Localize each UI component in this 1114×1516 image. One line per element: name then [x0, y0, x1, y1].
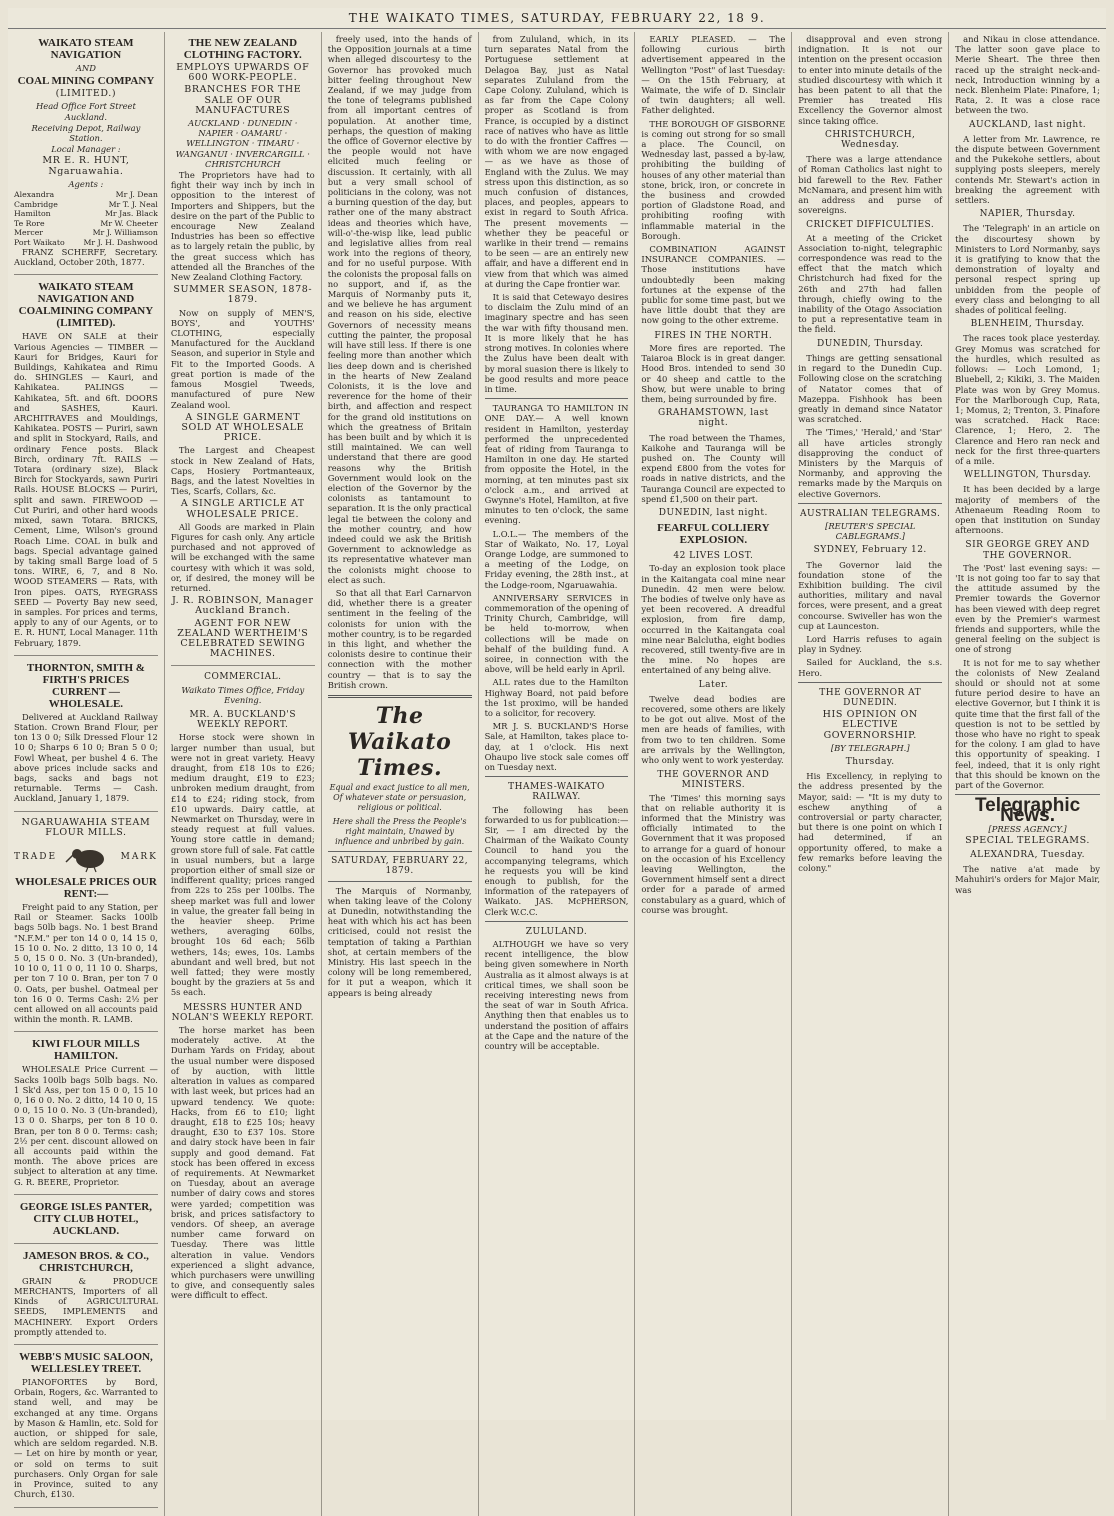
dateline: Thursday.	[845, 757, 895, 767]
dateline: BLENHEIM, Thursday.	[970, 319, 1085, 330]
column-5	[635, 32, 792, 1516]
ad-title: WAIKATO STEAM NAVIGATION	[38, 37, 134, 61]
agent-row	[14, 190, 158, 200]
colliery-heading: FEARFUL COLLIERY EXPLOSION.	[657, 522, 770, 547]
article-body: More fires are reported. The Taiaroa Block is in great danger. Hood Bros. intended to send 30 or 40 sheep and cattle to the Show, but were unable to bring them, being surrounded by fire.	[641, 342, 786, 404]
later-label: Later.	[698, 679, 729, 690]
office-line: Waikato Times Office, Friday Evening.	[181, 684, 305, 705]
divider	[328, 851, 472, 852]
agent-town: Port Waikato	[14, 237, 65, 247]
article-body: It has been decided by a large majority of members of the Athenaeum Reading Room to open that institution on Sunday afternoons.	[955, 484, 1100, 536]
leading-article: The Marquis of Normanby, when taking leave of the Colony at Dunedin, notwithstanding the heat with which his act has been criticised, could not resist the temptation of taking a Parthian shot, at certain members of the Ministry. His last speech in the colony will be long remembered, for it put a weapon, which it appears is being already	[327, 885, 472, 998]
agent-person: Mr J. Williamson	[92, 228, 158, 238]
article-body: At a meeting of the Cricket Association to-night, telegraphic correspondence was read to the effect that the match which Christchurch had fixed for the 26th and 27th had fallen through, chiefly owing to the inability of the Otago Association to put a representative team in the field.	[798, 232, 943, 335]
receiving-depot: Receiving Depot, Railway Station.	[31, 122, 141, 144]
column-4	[479, 32, 636, 1516]
article-body: The races took place yesterday. Grey Momus was scratched for the hurdles, which resulted as follows: — Loch Lomond, 1; Bluebell, 2; Kikiki, 3. The Maiden Plate was won by Grey Momus. For the Marlborough Cup, Rata, 1; Momus, 2; Trenton, 3. Pinafore was scratched. Hack Race: Clarence, 1; Hero, 2. The Clarence and Hero ran neck and neck for the first three-quarters of a mile.	[955, 333, 1100, 466]
dateline: GRAHAMSTOWN, last night.	[657, 408, 769, 429]
article-body: There was a large attendance of Roman Catholics last night to bid farewell to the Rev. Father McNamara, and present him with an address and purse of sovereigns.	[798, 154, 943, 216]
ad-title: NGARUAWAHIA STEAM FLOUR MILLS.	[21, 816, 151, 838]
local-item: EARLY PLEASED. — The following curious birth advertisement appeared in the Wellington "Post" of last Tuesday: — On the 15th February, at Waimate, the wife of D. Sinclair of twin daughters; all well. Father delighted.	[641, 34, 786, 116]
ad-body: Freight paid to any Station, per Rail or Steamer. Sacks 100lb bags 50lb bags. No. 1 best Brand "N.F.M." per ton 14 0 0, 14 15 0, 15 10 0. No. 2 ditto, 13 10 0, 14 5 0, 15 0 0. No. 3 (Un-branded), 10 10 0, 11 0 0, 11 10 0. Sharps, per ton 7 10 0. Bran, per ton 7 0 0. Oats, per bushel. Oatmeal per ton 16 0 0. Terms Cash: 2½ per cent allowed on all accounts paid within the month. R. LAMB.	[14, 901, 158, 1025]
agent-person: Mr J. Dean	[115, 190, 158, 200]
ad-and: AND	[75, 63, 96, 73]
ad-body: Delivered at Auckland Railway Station. Crown Brand Flour, per ton 13 0 0; Silk Dressed Flour 12 10 0; Sharps 6 10 0; Bran 5 0 0; Fowl Wheat, per bushel 4 6. The above prices include sacks and bags, sacks and bags not returnable. Terms — Cash. Auckland, January 1, 1879.	[14, 711, 158, 804]
ngaruawahia-mills-ad	[14, 818, 158, 1033]
article-body: Lord Harris refuses to again play in Sydney.	[798, 633, 943, 655]
mark-word: MARK	[120, 851, 158, 862]
ad-body: The Proprietors have had to fight their way inch by inch in opposition to the interest of Importers and Shippers, but the desire on the part of the Public to encourage New Zealand Industries has been so effective as to largely retain the public, by the great success which has attended all the Branches of the New Zealand Clothing Factory.	[170, 170, 315, 283]
column-1	[8, 32, 165, 1516]
manager-line: J. R. ROBINSON, Manager Auckland Branch.	[171, 595, 314, 617]
ad-title: KIWI FLOUR MILLS HAMILTON.	[32, 1038, 140, 1063]
special-telegrams-label: SPECIAL TELEGRAMS.	[965, 834, 1091, 846]
limited-label: (LIMITED.)	[55, 88, 117, 100]
columns	[8, 32, 1106, 1500]
manager-name: MR E. R. HUNT, Ngaruawahia.	[42, 155, 130, 177]
ad-body: The Largest and Cheapest stock in New Zealand of Hats, Caps, Hosiery Portmanteaux, Bags, and the latest Novelties in Ties, Scarfs, Collars, &c.	[170, 445, 315, 497]
dateline: SYDNEY, February 12.	[813, 545, 927, 556]
column-2	[165, 32, 322, 1516]
ad-title: WHOLESALE PRICES OUR RENT:—	[15, 875, 157, 900]
branches-line: BRANCHES FOR THE SALE OF OUR MANUFACTURES	[184, 84, 302, 116]
article-body: Things are getting sensational in regard to the Dunedin Cup. Following close on the scratching of Natator comes that of Mazeppa. Fishhook has been greatly in demand since Natator was scratched.	[798, 352, 943, 425]
agent-row	[14, 219, 158, 229]
divider	[328, 695, 472, 698]
column-7	[949, 32, 1106, 1516]
agent-row	[14, 200, 158, 210]
column-6	[792, 32, 949, 1516]
thornton-ad	[14, 662, 158, 812]
dateline: DUNEDIN, Thursday.	[816, 338, 924, 349]
opinion-subheading: HIS OPINION ON ELECTIVE GOVERNORSHIP.	[822, 709, 918, 741]
dateline: AUCKLAND, last night.	[968, 119, 1087, 130]
article-body: disapproval and even strong indignation. It is not our intention on the present occasion to enter into minute details of the studied discourtesy with which it has been patent to all that the Premier has treated His Excellency the Governor almost since taking office.	[798, 34, 943, 126]
article-body: The 'Telegraph' in an article on the discourtesy shown by Ministers to Lord Normanby, says it is gratifying to know that the demonstration of loyalty and personal respect spring up unbidden from the people of every class and belonging to all shades of political feeling.	[955, 223, 1100, 316]
agent-row	[14, 209, 158, 219]
article-body: Horse stock were shown in larger number than usual, but were not in great variety. Heavy draught, from £18 10s to £26; medium draught, £19 to £23; unbroken medium draught, from £14 to £24; riding stock, from £10 upwards. Dairy cattle, at Newmarket on Thursday, were in steady request at full values. Young store cattle in demand; grown store full of sale. Fat cattle in usual numbers, but a large proportion either of small size or indifferent quality; prices ranged from 22s to 25s per 100lbs. The sheep market was full and lower in value, the greater fall being in the heavier sheep. Prime wethers, averaging 60lbs, brought 10s 6d each; 56lb wethers, 14s; ewes, 10s. Lambs abundant and well bred, but not well fatted; they were mostly bought by the graziers at 5s and 5s each.	[170, 732, 315, 998]
jameson-ad	[14, 1250, 158, 1345]
ad-title: JAMESON BROS. & CO., CHRISTCHURCH,	[22, 1249, 149, 1274]
divider	[485, 776, 629, 777]
agent-town: Hamilton	[14, 209, 51, 219]
agent-line: AGENT FOR NEW ZEALAND WERTHEIM'S CELEBRATED SEWING MACHINES.	[177, 617, 309, 660]
agent-person: Mr T. J. Neal	[108, 199, 158, 209]
ad-body: GRAIN & PRODUCE MERCHANTS, Importers of all Kinds of AGRICULTURAL SEEDS, IMPLEMENTS and MACHINERY. Export Orders promptly attended to.	[14, 1275, 158, 1337]
motto: Equal and exact justice to all men, Of whatever state or persuasion, religious or political.	[329, 783, 470, 813]
telegraphic-news-heading: Telegraphic News.	[974, 795, 1081, 827]
newspaper-title: The Waikato Times.	[348, 703, 452, 781]
agent-person: Mr J. H. Dashwood	[83, 237, 158, 247]
city-club-hotel-ad	[14, 1201, 158, 1244]
ad-body: All Goods are marked in Plain Figures for cash only. Any article purchased and not approved of will be exchanged with the same courtesy with which it was sold, or, if desired, the money will be returned.	[170, 521, 315, 593]
local-item: TAURANGA TO HAMILTON IN ONE DAY.— A well known resident in Hamilton, yesterday performed the unprecedented feat of riding from Tauranga to Hamilton in one day. He started from opposite the Hotel, in the morning, at ten minutes past six o'clock a.m., and arrived at Gwynne's Hotel, Hamilton, at five minutes to ten o'clock, the same evening.	[484, 403, 629, 526]
local-item: COMBINATION AGAINST INSURANCE COMPANIES. — Those institutions have undoubtedly been making fortunes at the expense of the public for some time past, but we have little doubt that they are now going to the other extreme.	[641, 244, 786, 326]
agent-row	[14, 228, 158, 238]
ad-title: GEORGE ISLES PANTER, CITY CLUB HOTEL, AUCKLAND.	[19, 1200, 152, 1237]
issue-date: SATURDAY, FEBRUARY 22, 1879.	[331, 856, 469, 877]
agent-town: Mercer	[14, 228, 44, 238]
ad-body: PIANOFORTES by Bord, Orbain, Rogers, &c. Warranted to stand well, and may be exchanged at any time. Organs by Mason & Hamlin, etc. Sold for auction, or shipped for sale, which are seldom regarded. N.B. — Let on hire by month or year, or sold on terms to suit purchasers. Only Organ for sale in Province, suited to any Church, £130.	[14, 1377, 158, 1500]
fires-heading: FIRES IN THE NORTH.	[654, 330, 773, 341]
single-garment: A SINGLE GARMENT SOLD AT WHOLESALE PRICE.	[181, 411, 305, 444]
kiwi-bird-icon	[66, 842, 112, 872]
dateline: NAPIER, Thursday.	[979, 209, 1076, 220]
reuter-label: [REUTER'S SPECIAL CABLEGRAMS.]	[825, 520, 916, 542]
article-body: It is said that Cetewayo desires to disclaim the Zulu mind of an imaginary spectre and has seen the war with fifty thousand men. It is more likely that he has strong motives. In colonies where the Zulus have been dealt with by moral suasion there is likely to be good results and more peace in time.	[484, 292, 629, 394]
article-body: Twelve dead bodies are recovered, some others are likely to be got out alive. Most of the men are heads of families, with from two to ten children. Some are arrivals by the Wellington, who only went to work yesterday.	[641, 693, 786, 765]
article-body: It is not for me to say whether the colonists of New Zealand should or should not at some future period desire to have an elective Governor, but I think it is quite time that the first fall of the question is not to be settled by those who have no right to speak for the colony. I am glad to have this opportunity of speaking. I feel, indeed, that it is only right that this should be known on the part of the Governor.	[955, 657, 1100, 791]
agent-row	[14, 238, 158, 248]
ad-title: WAIKATO STEAM NAVIGATION AND COALMINING COMPANY (LIMITED).	[18, 281, 154, 330]
article-body: To-day an explosion took place in the Kaitangata coal mine near Dunedin. 42 men were below. The bodies of twelve only have as yet been recovered. A dreadful explosion, from fire damp, occurred in the Kaitangata coal mine near Balclutha, eight bodies recovered, still twenty-five are in the mine. No hopes are entertained of any being alive.	[641, 563, 786, 676]
ad-title: WEBB'S MUSIC SALOON, WELLESLEY TREET.	[19, 1351, 153, 1376]
local-item: ANNIVERSARY SERVICES in commemoration of the opening of Trinity Church, Cambridge, will be held to-morrow, when collections will be made on behalf of the building fund. A soiree, in connection with the above, will be held early in April.	[484, 592, 629, 675]
article-body: ALTHOUGH we have so very recent intelligence, the blow being given somewhere in North Australia as it almost always is at critical times, we shall soon be receiving interesting news from the seat of war in South Africa. Anything then that enables us to understand the position of affairs at the Cape and the nature of the country will be acceptable.	[484, 939, 629, 1052]
summer-season: SUMMER SEASON, 1878-1879.	[173, 284, 313, 306]
by-telegraph-label: [BY TELEGRAPH.]	[830, 742, 910, 753]
commercial-heading: COMMERCIAL.	[204, 672, 282, 683]
steam-navigation-sale-ad	[14, 281, 158, 655]
single-article: A SINGLE ARTICLE AT WHOLESALE PRICE.	[180, 498, 305, 520]
article-body: His Excellency, in replying to the address presented by the Mayor, said: — "It is my duty to eschew anything of a controversial or party character, but there is one point on which I had determined, if an opportunity offered, to make a few remarks before leaving the colony."	[798, 771, 943, 874]
ad-body: HAVE ON SALE at their Various Agencies — TIMBER — Kauri for Bridges, Kauri for Buildings, Kahikatea and Rimu do. SHINGLES — Kauri, and Kahikatea. PALINGS — Kahikatea, 5ft. and 6ft. DOORS and SASHES, Kauri. ARCHITRAVES and Mouldings, Kahikatea. POSTS — Puriri, sawn and split in Stockyard, Rails, and ordinary Fence posts. Black Birch, ordinary 7ft. RAILS — Totara (ordinary size), Black Birch for Stockyards, sawn Puriri Rails. HOUSE BLOCKS — Puriri, split and sawn. FIREWOOD — Cut Puriri, and other hard woods mixed, sawn Totara. BRICKS, Cement, Lime, Wilson's ground Roach Lime. COAL in bulk and bags. Special advantage gained by taking small Barge load of 5 tons. WIRE, 6, 7, and 8 No. WOOD STEAMERS — Rats, with Iron pipes. OATS, RYEGRASS SEED — Poverty Bay new seed, in samples. For prices and terms, apply to any of our Agents, or to E. R. HUNT, Local Manager. 11th February, 1879.	[14, 331, 158, 648]
dateline: WELLINGTON, Thursday.	[963, 470, 1092, 481]
article-body: freely used, into the hands of the Opposition journals at a time when alleged discourtesy to the Governor has provoked much bitter feeling throughout New Zealand, if we may judge from the tone of telegrams published from all important centres of population. At another time, perhaps, the question of making the office of Governor elective by the people would not have elicited much feeling or discussion. It certainly, with all but a very small school of politicians in the colony, was not a burning question of the day, but rather one of the many abstract ideas and theories which have, will-o'-the-wisp like, lead public and legislative allies from real work into the regions of theory, and for no useful purpose. With the colonists the proposal falls on no support, and if, as the Marquis of Normanby puts it, and we believe he has argument and reason on his side, elective Governors of necessity means cutting the painter, the proposal will have still less. If there is one feeling more than another which lies deep down and is cherished in the hearts of New Zealand Colonists, it is the love and reverence for the home of their birth, and affection and respect for the grand old institutions on which the greatness of Britain has been built and by which it is still maintained. We can well understand that there are good reasons why the British Government would look on the election of the Governor by the colonists as tantamount to separation. It is the only practical legal tie between the colony and the mother country, and how indeed could we ask the British Government to acknowledge as its representative whatever man the colonists might choose to elect as such.	[327, 34, 472, 585]
steam-navigation-ad	[14, 37, 158, 275]
trade-word: TRADE	[14, 851, 58, 862]
webb-music-ad	[14, 1351, 158, 1507]
divider	[485, 398, 629, 399]
divider	[328, 881, 472, 882]
local-item: THE BOROUGH OF GISBORNE is coming out strong for so small a place. The Council, on Wednesday last, passed a by-law, prohibiting the building of houses of any other material than stone, brick, iron, or concrete in the business and crowded portion of Gladstone Road, and prohibiting roofing with inflammable material in the Borough.	[641, 118, 786, 241]
coal-mining-title: COAL MINING COMPANY	[17, 75, 155, 88]
railway-heading: THAMES-WAIKATO RAILWAY.	[508, 782, 605, 803]
ad-title: THE NEW ZEALAND CLOTHING FACTORY.	[183, 37, 302, 61]
local-item: MR J. S. BUCKLAND'S Horse Sale, at Hamilton, takes place to-day, at 1 o'clock. His next Ohaupo live stock sale comes off on Tuesday next.	[484, 721, 629, 773]
article-body: The road between the Thames, Kaikohe and Tauranga will be pushed on. The County will expend £800 from the votes for roads in native districts, and the Tauranga Council are expected to spend £1,500 on their part.	[641, 432, 786, 504]
local-item: L.O.L.— The members of the Star of Waikato, No. 17, Loyal Orange Lodge, are summoned to a meeting of the Lodge, on Friday evening, the 28th inst., at the Lodge-room, Ngaruawahia.	[484, 528, 629, 590]
agents-list	[14, 190, 158, 247]
zululand-heading: ZULULAND.	[525, 926, 588, 937]
agent-town: Te Rore	[14, 218, 45, 228]
column-3	[322, 32, 479, 1516]
article-body: The Governor laid the foundation stone of the Exhibition building. The civil authorities, military and naval forces, were present, and a great concourse. Swiveller has won the cup at Launceston.	[798, 559, 943, 631]
article-body: A letter from Mr. Lawrence, re the dispute between Government and the Pukekohe settlers, about supplying posts sleepers, merely contends Mr. Stewart's action in breaking the agreement with settlers.	[955, 133, 1100, 206]
article-body: So that all that Earl Carnarvon did, whether there is a greater sentiment in the feeling of the colonists for union with the mother country, is to be regarded in this light, and whether the colonists desire to continue their connection with the mother country — that is to say the British crown.	[327, 587, 472, 690]
motto-verse: Here shall the Press the People's right maintain, Unawed by influence and unbribed by gain.	[332, 816, 467, 847]
article-body: Sailed for Auckland, the s.s. Hero.	[798, 657, 943, 678]
dateline: DUNEDIN, last night.	[658, 507, 768, 518]
local-item: ALL rates due to the Hamilton Highway Board, not paid before the 1st proximo, will be handed to a solicitor, for recovery.	[484, 677, 629, 718]
article-body: The 'Times,' 'Herald,' and 'Star' all have articles strongly disapproving the conduct of Ministers by the Marquis of Normanby, and approving the remarks made by the Marquis on elective Governors.	[798, 427, 943, 499]
agent-person: Mr Jas. Black	[104, 209, 158, 219]
press-agency-label: [PRESS AGENCY.]	[988, 823, 1067, 834]
towns-list: AUCKLAND · DUNEDIN · NAPIER · OAMARU · WELLINGTON · TIMARU · WANGANUI · INVERCARGILL · CHRISTCHURCH	[175, 118, 310, 169]
article-body: from Zululand, which, in its turn separates Natal from the Portuguese settlement at Delagoa Bay, just as Natal separates Zululand from the Cape Colony. Zululand, which is as far from the Cape Colony proper as Scotland is from France, is occupied by a distinct race of natives who have as little to do with the frontier Caffres — with whom we are now engaged — as we have as those of England with the Zulus. We may stress upon this distinction, as so much confusion of distances, places, and peoples, appears to exist in regard to South Africa. The present movements — whether they be peaceful or warlike in their trend — remains to be seen — are an entirely new affair, and have a different end in view from that which was aimed at during the Cape frontier war.	[484, 34, 629, 289]
cricket-heading: CRICKET DIFFICULTIES.	[806, 220, 935, 231]
article-body: The 'Times' this morning says that on reliable authority it is informed that the Ministry was officially intimated to the Government that it was proposed to arrange for a guard of honour on the occasion of his Excellency leaving Wellington, the Government himself sent a direct order for a parade of armed constabulary as a guard, which of course was brought.	[641, 792, 786, 915]
ad-title: THORNTON, SMITH & FIRTH'S PRICES CURRENT — WHOLESALE.	[26, 661, 145, 710]
local-manager-label: Local Manager :	[51, 144, 121, 155]
trademark	[14, 842, 158, 872]
divider	[798, 682, 942, 683]
employs-line: EMPLOYS UPWARDS OF 600 WORK-PEOPLE.	[176, 62, 310, 84]
dateline: ALEXANDRA, Tuesday.	[970, 850, 1085, 861]
agent-person: Mr W. Cheeter	[100, 218, 158, 228]
ad-body: Now on supply of MEN'S, BOYS', and YOUTHS' CLOTHING, especially Manufactured for the Auckland Season, and superior in Style and Fit to the Imported Goods. A great portion is made of the famous Mosgiel Tweeds, manufactured of pure New Zealand wool.	[170, 307, 315, 410]
grey-governor-heading: SIR GEORGE GREY AND THE GOVERNOR.	[965, 540, 1090, 561]
article-body: and Nikau in close attendance. The latter soon gave place to Merie Sheart. The three then raced up the straight neck-and-neck, Introduction winning by a neck. Blenheim Plate: Pinafore, 1; Rata, 2. It was a close race between the two.	[955, 34, 1100, 116]
dateline: CHRISTCHURCH, Wednesday.	[824, 129, 916, 151]
divider	[485, 921, 629, 922]
agent-town: Cambridge	[14, 199, 58, 209]
agent-town: Alexandra	[14, 190, 55, 200]
article-body: The horse market has been moderately active. At the Durham Yards on Friday, about the usual number were disposed of by auction, with little alteration in values as compared with last week, but prices had an upward tendency. We quote: Hacks, from £6 to £10; light draught, £18 to £25 10s; heavy draught, £30 to £37 10s. Store and dairy stock have been in fair supply and good demand. Fat stock has been offered in excess of requirements. At Newmarket on Tuesday, about an average number of dairy cows and stores were yarded; competition was brisk, and prices satisfactory to vendors. Of sheep, an average number came forward on Tuesday. There was little alteration in value. Vendors experienced a slight advance, which purchasers were unwilling to give, and consequently sales were difficult to effect.	[170, 1025, 315, 1301]
lives-lost: 42 LIVES LOST.	[673, 551, 754, 562]
clothing-factory-ad	[171, 37, 315, 666]
article-body: The following has been forwarded to us for publication:— Sir, — I am directed by the Chairman of the Waikato County Council to hand you the accompanying telegrams, which he requests you will be kind enough to publish, for the information of the ratepayers of Waikato. JAS. McPHERSON, Clerk W.C.C.	[484, 804, 629, 917]
masthead: THE WAIKATO TIMES, SATURDAY, FEBRUARY 22, 18 9.	[8, 8, 1106, 29]
kiwi-mills-ad	[14, 1038, 158, 1194]
newspaper-page	[8, 8, 1106, 1500]
australian-telegrams-heading: AUSTRALIAN TELEGRAMS.	[800, 508, 941, 519]
cattle-market-heading: MR. A. BUCKLAND'S WEEKLY REPORT.	[189, 709, 296, 731]
ad-body: WHOLESALE Price Current — Sacks 100lb bags 50lb bags. No. 1 Sk'd Ass, per ton 15 0 0, 15 10 0, 16 0 0. No. 2 ditto, 14 10 0, 15 0 0, 15 10 0. No. 3 (Un-branded), 13 0 0. Sharps, per ton 8 10 0. Bran, per ton 8 0 0. Terms: cash; 2½ per cent. discount allowed on all accounts paid within the month. The above prices are subject to alteration at any time. G. R. BEERE, Proprietor.	[14, 1064, 158, 1187]
article-body: The 'Post' last evening says: — 'It is not going too far to say that the attitude assumed by the Premier towards the Governor has been viewed with deep regret even by the Premier's warmest friends and supporters, while the general feeling on the subject is one of strong	[955, 562, 1100, 655]
secretary-line: FRANZ SCHERFF, Secretary. Auckland, October 20th, 1877.	[14, 247, 158, 268]
divider	[798, 503, 942, 504]
article-body: The native a'at made by Mahuhiri's orders for Major Mair, was	[955, 864, 1100, 895]
hunter-nolan-heading: MESSRS HUNTER AND NOLAN'S WEEKLY REPORT.	[171, 1002, 314, 1023]
governor-dunedin-heading: THE GOVERNOR AT DUNEDIN.	[819, 687, 922, 708]
agents-label: Agents :	[68, 178, 104, 189]
head-office: Head Office Fort Street Auckland.	[35, 101, 136, 122]
governor-ministers-heading: THE GOVERNOR AND MINISTERS.	[657, 770, 770, 791]
